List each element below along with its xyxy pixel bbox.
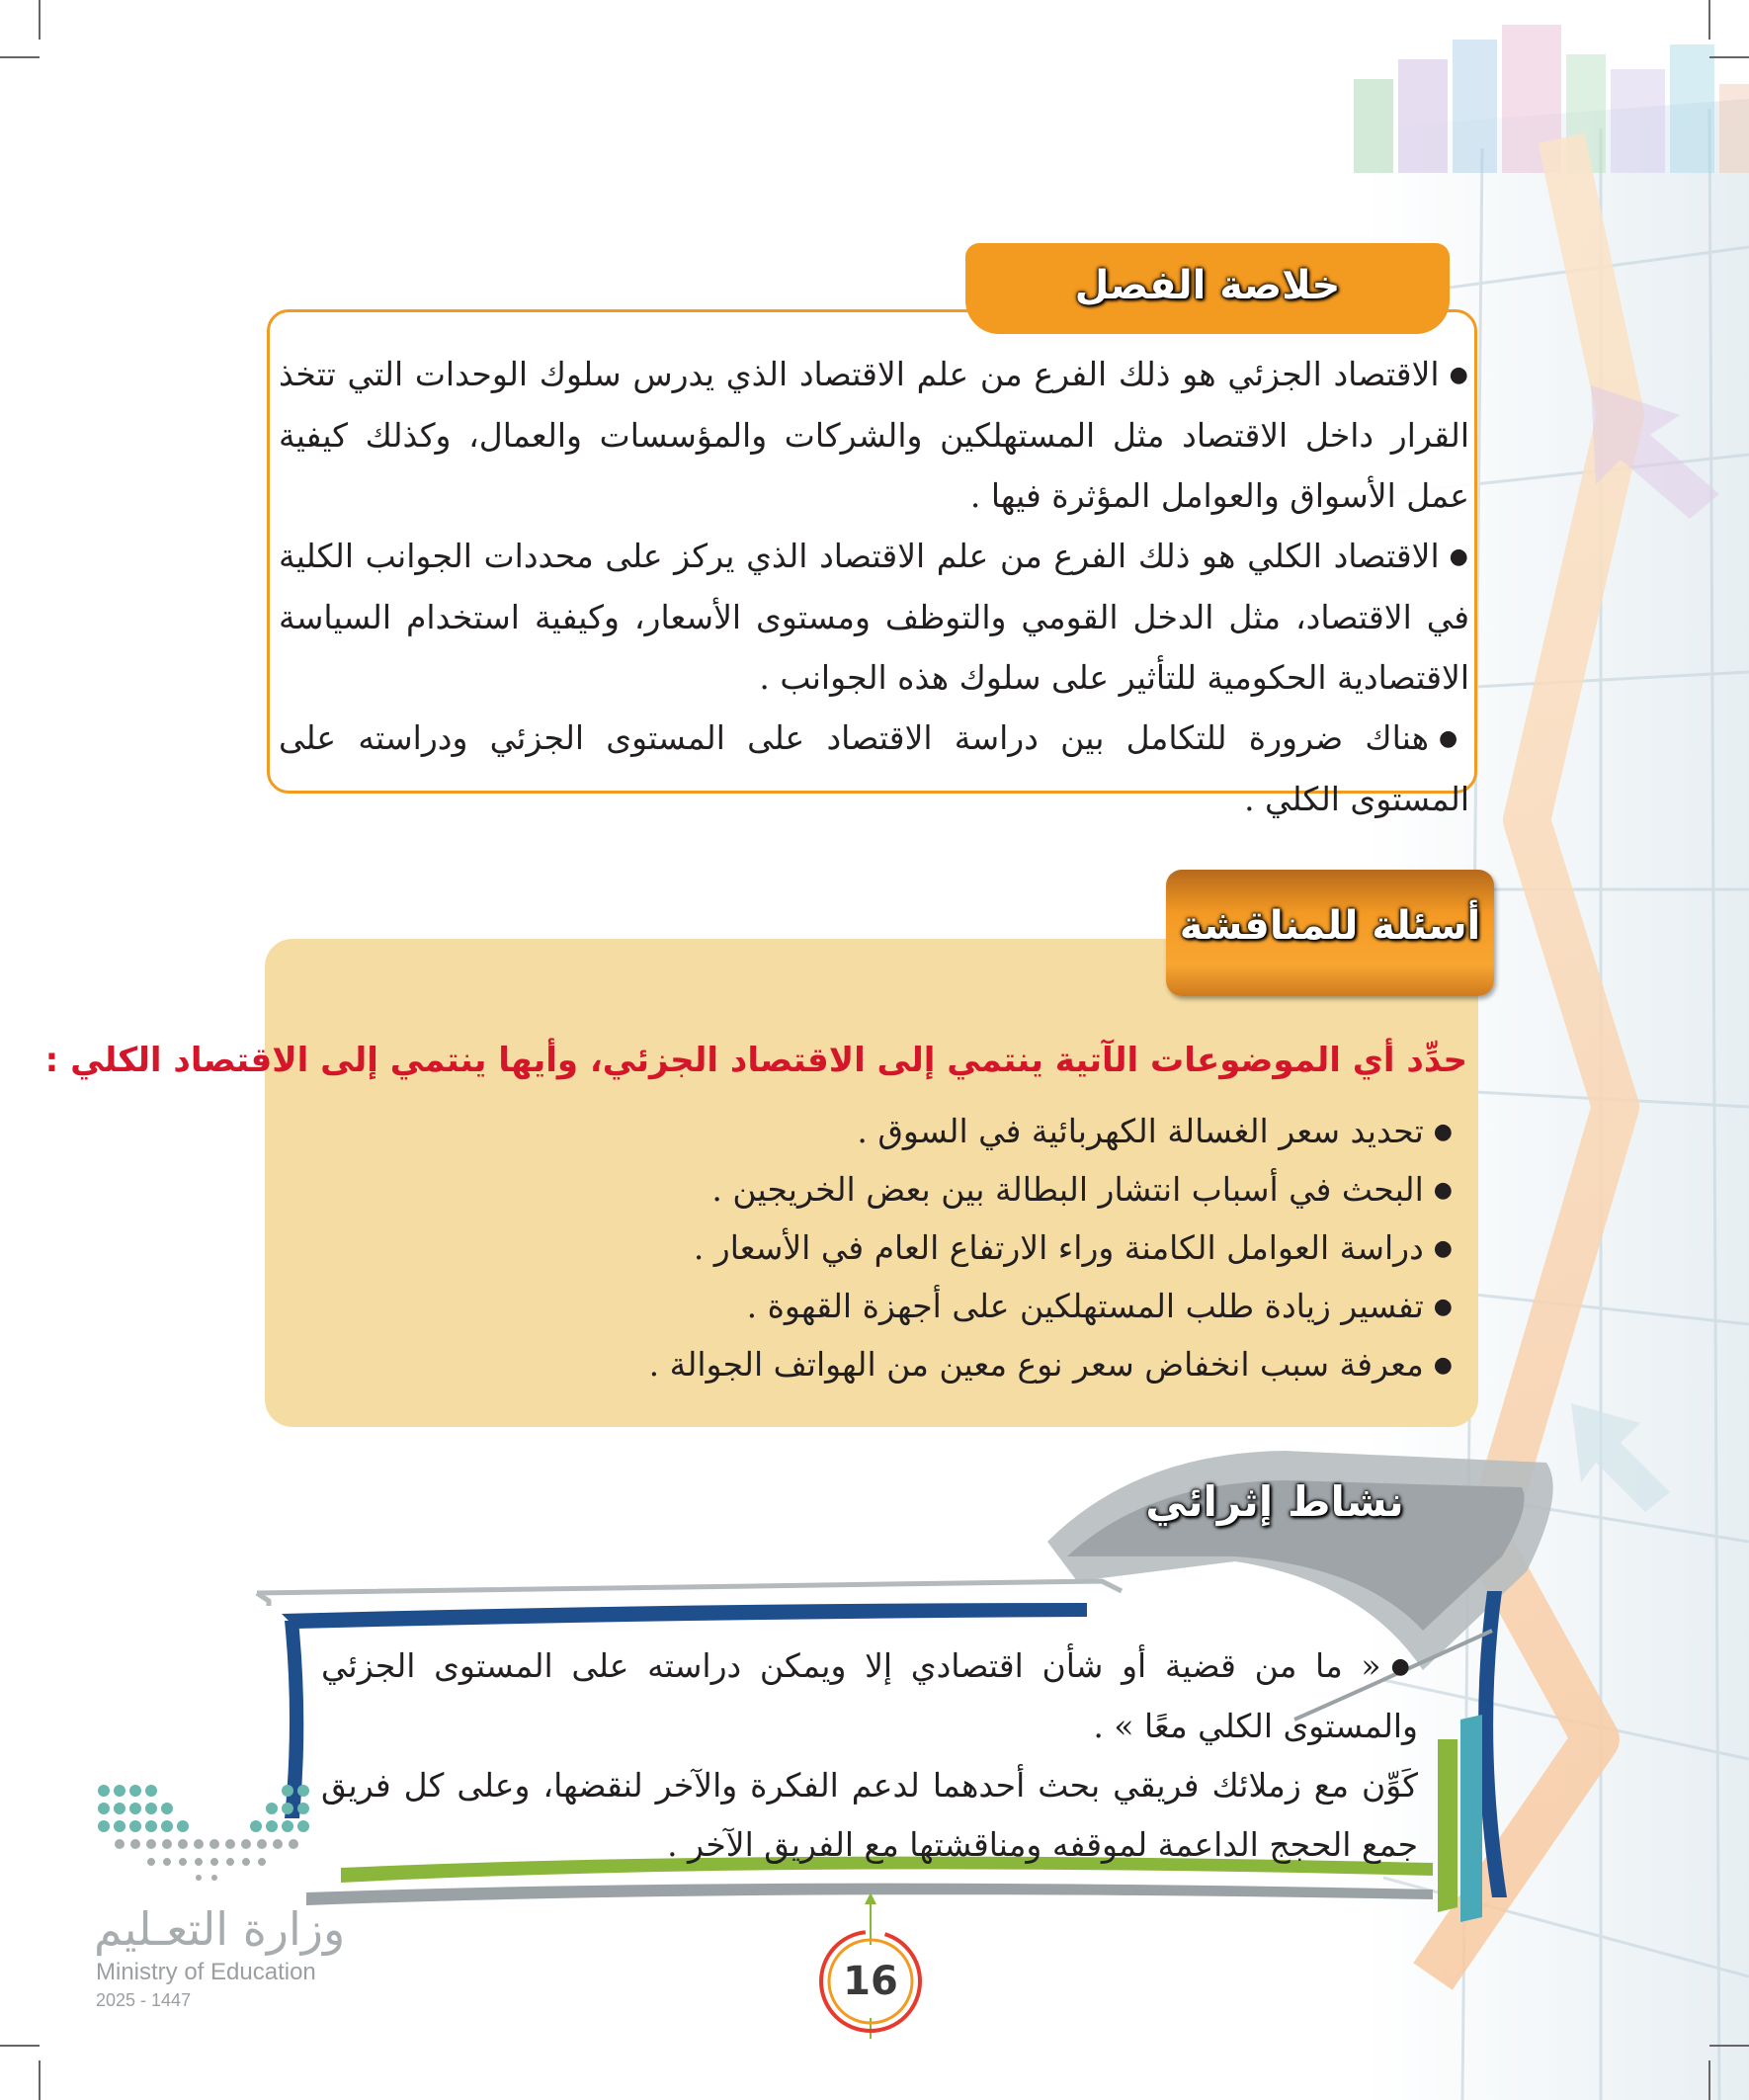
list-item: ● معرفة سبب انخفاض سعر نوع معين من الهواتف الجوالة . <box>649 1335 1453 1393</box>
ministry-name-arabic: وزارة التعـليم <box>94 1902 346 1956</box>
ministry-name-english: Ministry of Education <box>96 1959 316 1985</box>
page-number: 16 <box>843 1959 898 2004</box>
ministry-year: 2025 - 1447 <box>96 1990 192 2010</box>
list-item: ● تفسير زيادة طلب المستهلكين على أجهزة القهوة . <box>649 1277 1453 1335</box>
list-item: ● البحث في أسباب انتشار البطالة بين بعض الخريجين . <box>649 1160 1453 1218</box>
discussion-instruction: حدِّد أي الموضوعات الآتية ينتمي إلى الاقتصاد الجزئي، وأيها ينتمي إلى الاقتصاد الكلي : <box>44 1041 1467 1080</box>
list-item: ● دراسة العوامل الكامنة وراء الارتفاع العام في الأسعار . <box>649 1218 1453 1277</box>
list-item: ● تحديد سعر الغسالة الكهربائية في السوق . <box>649 1102 1453 1160</box>
enrichment-task: كَوِّن مع زملائك فريقي بحث أحدهما لدعم الفكرة والآخر لنقضها، وعلى كل فريق جمع الحجج الداعمة لموقفه ومناقشتها مع الفريق الآخر . <box>321 1766 1418 1864</box>
enrichment-quote: ● « ما من قضية أو شأن اقتصادي إلا ويمكن دراسته على المستوى الجزئي والمستوى الكلي معًا » . <box>321 1637 1418 1756</box>
enrichment-text <box>321 1637 1418 1875</box>
summary-heading: خلاصة الفصل <box>965 243 1450 334</box>
ministry-logo-dots-icon <box>94 1779 316 1897</box>
summary-point: ● الاقتصاد الكلي هو ذلك الفرع من علم الاقتصاد الذي يركز على محددات الجوانب الكلية في الاقتصاد، مثل الدخل القومي والتوظف ومستوى الأسعار، وكيفية استخدام السياسة الاقتصادية الحكومية للتأثير على سلوك هذه الجوانب . <box>279 526 1469 708</box>
summary-point: ● الاقتصاد الجزئي هو ذلك الفرع من علم الاقتصاد الذي يدرس سلوك الوحدات التي تتخذ القرار داخل الاقتصاد مثل المستهلكين والشركات والمؤسسات والعمال، وكذلك كيفية عمل الأسواق والعوامل المؤثرة فيها . <box>279 344 1469 526</box>
summary-point: ● هناك ضرورة للتكامل بين دراسة الاقتصاد على المستوى الجزئي ودراسته على المستوى الكلي . <box>279 708 1469 829</box>
discussion-heading: أسئلة للمناقشة <box>1166 870 1494 996</box>
enrichment-heading: نشاط إثرائي <box>1145 1477 1404 1526</box>
